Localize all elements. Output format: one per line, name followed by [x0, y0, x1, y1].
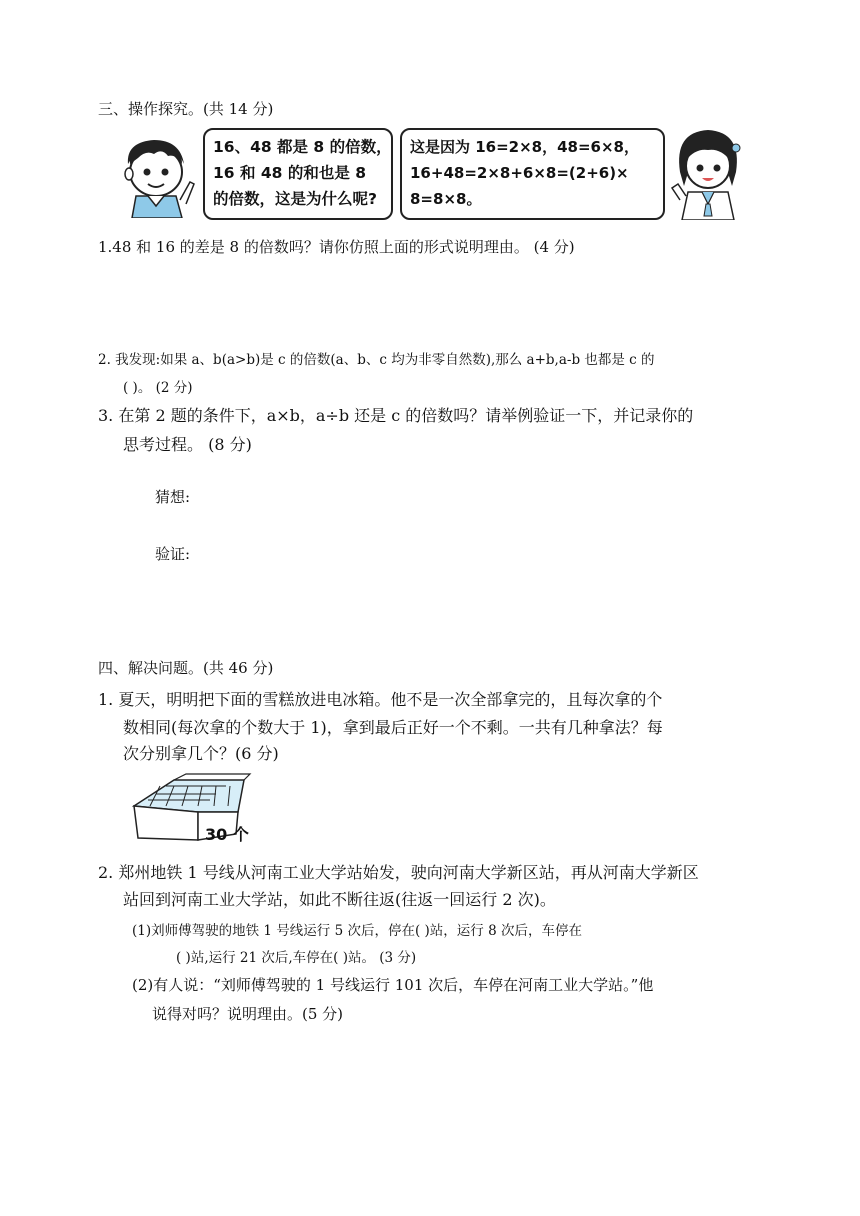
section3-title: 三、操作探究。(共 14 分)	[98, 100, 274, 118]
section3-question2-line1: 2. 我发现:如果 a、b(a>b)是 c 的倍数(a、b、c 均为非零自然数),那么 a+b,a-b 也都是 c 的	[98, 352, 655, 368]
section4-question2b-line2: 说得对吗？说明理由。(5 分)	[152, 1005, 344, 1023]
bubble-right-line: 8=8×8。	[410, 190, 482, 208]
speech-bubble-left	[203, 128, 393, 220]
boy-illustration	[118, 134, 206, 218]
section4-question2b-line1: (2)有人说：“刘师傅驾驶的 1 号线运行 101 次后，车停在河南工业大学站。”他	[132, 976, 654, 994]
bubble-left-line: 16、48 都是 8 的倍数，	[213, 138, 392, 156]
section4-question2a-line1: (1)刘师傅驾驶的地铁 1 号线运行 5 次后，停在( )站，运行 8 次后，车停在	[132, 923, 582, 939]
verify-label: 验证:	[155, 545, 191, 563]
section4-question2-line1: 2. 郑州地铁 1 号线从河南工业大学站始发，驶向河南大学新区站，再从河南大学新区	[98, 863, 699, 882]
speech-bubble-right	[400, 128, 665, 220]
bubble-right-line: 16+48=2×8+6×8=(2+6)×	[410, 164, 629, 182]
box-label: 30 个	[205, 825, 249, 844]
section4-question2-line2: 站回到河南工业大学站，如此不断往返(往返一回运行 2 次)。	[123, 890, 556, 909]
section4-question2a-line2: ( )站,运行 21 次后,车停在( )站。 (3 分)	[176, 950, 417, 966]
section3-question2-line2: ( )。 (2 分)	[123, 380, 193, 396]
guess-label: 猜想:	[155, 488, 191, 506]
section4-question1-line1: 1. 夏天，明明把下面的雪糕放进电冰箱。他不是一次全部拿完的，且每次拿的个	[98, 690, 663, 709]
section4-question1-line3: 次分别拿几个？(6 分)	[123, 744, 279, 763]
section3-question3-line2: 思考过程。 (8 分)	[123, 435, 252, 454]
girl-illustration	[666, 126, 750, 220]
bubble-right-line: 这是因为 16=2×8，48=6×8，	[410, 138, 639, 156]
bubble-left-line: 16 和 48 的和也是 8	[213, 164, 367, 182]
bubble-left-line: 的倍数，这是为什么呢?	[213, 190, 377, 208]
section4-title: 四、解决问题。(共 46 分)	[98, 659, 274, 677]
section3-question1: 1.48 和 16 的差是 8 的倍数吗？请你仿照上面的形式说明理由。 (4 分)	[98, 238, 575, 256]
section4-question1-line2: 数相同(每次拿的个数大于 1)，拿到最后正好一个不剩。一共有几种拿法？每	[123, 718, 663, 737]
section3-question3-line1: 3. 在第 2 题的条件下，a×b，a÷b 还是 c 的倍数吗？请举例验证一下，并记录你的	[98, 406, 694, 425]
